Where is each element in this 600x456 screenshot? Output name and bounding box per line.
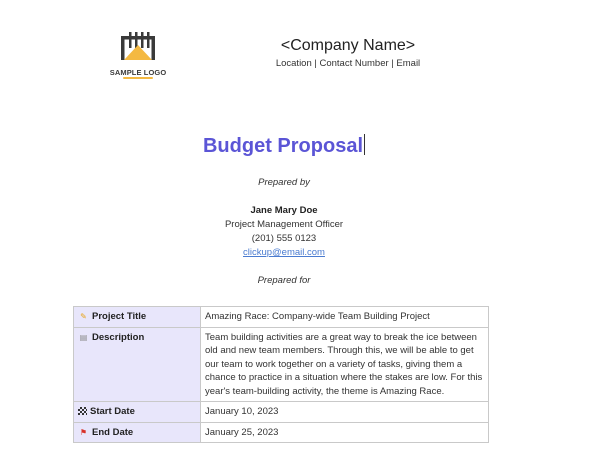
row-label: Start Date bbox=[90, 406, 135, 417]
text-cursor bbox=[364, 134, 365, 155]
prepared-by-label: Prepared by bbox=[258, 177, 310, 188]
row-label-cell bbox=[74, 402, 201, 423]
logo-text: SAMPLE LOGO bbox=[109, 68, 167, 77]
row-label: Project Title bbox=[92, 311, 147, 322]
company-info: Location | Contact Number | Email bbox=[275, 58, 421, 69]
author-phone: (201) 555 0123 bbox=[251, 233, 317, 244]
row-label: End Date bbox=[92, 426, 134, 438]
row-value[interactable]: Team building activities are a great way to break the ice between old and new team members. Through this, we will be able to get our team to work together on a variety of tasks, giving them a chance to practice in a situation where the stakes are low. For this year's team-building activity, the theme is Amazing Race. bbox=[201, 327, 489, 402]
table-row bbox=[74, 327, 489, 402]
row-value[interactable]: January 10, 2023 bbox=[201, 402, 489, 423]
table-row bbox=[74, 307, 489, 328]
logo-underline bbox=[123, 77, 153, 79]
document-title-text: Budget Proposal bbox=[202, 135, 363, 157]
document-title[interactable] bbox=[184, 134, 384, 158]
company-name: <Company Name> bbox=[280, 37, 416, 54]
author-name: Jane Mary Doe bbox=[250, 205, 318, 216]
row-label: Description bbox=[92, 331, 145, 343]
table-row bbox=[74, 422, 489, 443]
row-label-cell bbox=[74, 327, 201, 402]
author-email-link[interactable]: clickup@email.com bbox=[243, 247, 325, 258]
document-icon: ▤ bbox=[79, 332, 88, 342]
pencil-icon: ✎ bbox=[80, 312, 87, 321]
building-icon bbox=[119, 30, 157, 66]
row-label-cell bbox=[74, 422, 201, 443]
table-row bbox=[74, 402, 489, 423]
row-value[interactable]: January 25, 2023 bbox=[201, 422, 489, 443]
row-label-cell bbox=[74, 307, 201, 328]
checkered-flag-icon bbox=[78, 407, 87, 415]
red-flag-icon: ⚑ bbox=[79, 427, 88, 437]
prepared-for-label: Prepared for bbox=[257, 275, 311, 286]
company-logo bbox=[106, 30, 170, 80]
row-value[interactable]: Amazing Race: Company-wide Team Building Project bbox=[201, 307, 489, 328]
project-details-table bbox=[73, 306, 489, 443]
author-role: Project Management Officer bbox=[224, 219, 344, 230]
